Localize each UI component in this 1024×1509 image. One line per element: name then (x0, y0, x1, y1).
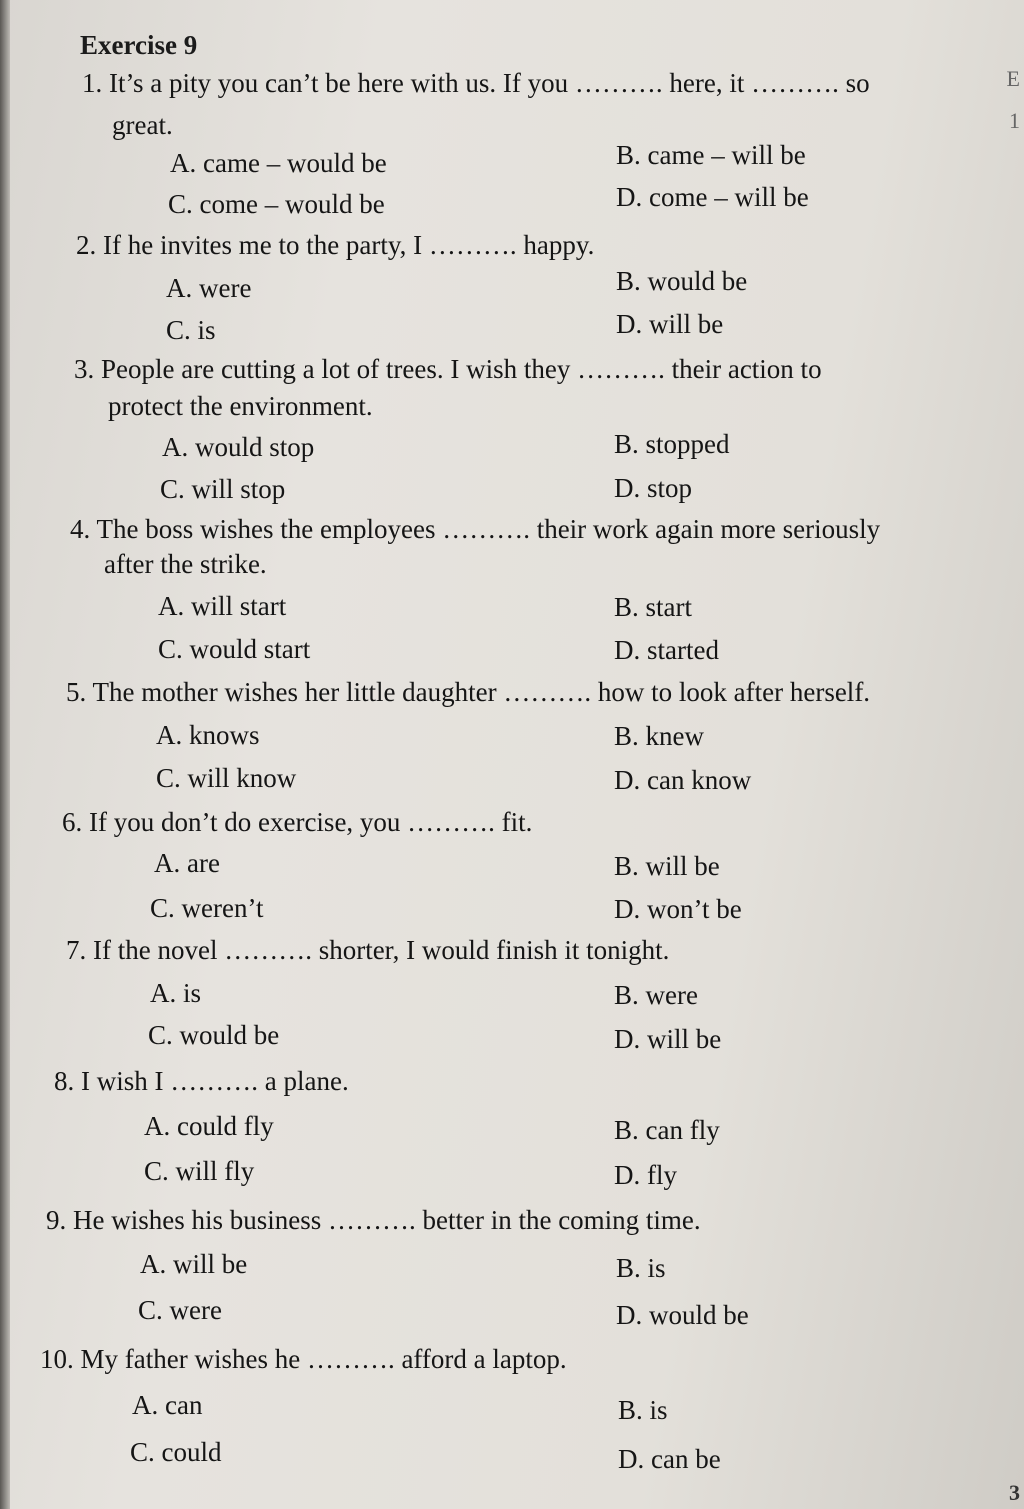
question-1-option-d: D. come – will be (616, 182, 809, 212)
margin-mark-e: E (1006, 66, 1020, 91)
question-4-option-b: B. start (614, 592, 692, 622)
question-3-option-c: C. will stop (160, 474, 286, 504)
question-3-text-cont: protect the environment. (108, 391, 373, 421)
question-9-text: 9. He wishes his business ………. better in the coming time. (46, 1205, 701, 1235)
question-7-option-c: C. would be (148, 1020, 280, 1050)
question-2-option-b: B. would be (616, 266, 748, 296)
question-4-option-a: A. will start (158, 591, 287, 621)
question-8-option-a: A. could fly (144, 1111, 274, 1141)
question-4-option-c: C. would start (158, 634, 311, 664)
question-6-option-c: C. weren’t (150, 893, 264, 923)
question-1-option-a: A. came – would be (170, 148, 387, 178)
question-10-option-a: A. can (132, 1390, 203, 1420)
margin-mark-1: 1 (1009, 108, 1020, 133)
question-8-text: 8. I wish I ………. a plane. (54, 1066, 349, 1096)
question-3-option-b: B. stopped (614, 429, 730, 459)
question-5-option-d: D. can know (614, 765, 752, 795)
question-4-option-d: D. started (614, 635, 719, 665)
question-9-option-c: C. were (138, 1295, 222, 1325)
question-2-option-c: C. is (166, 315, 216, 345)
question-10-text: 10. My father wishes he ………. afford a laptop. (40, 1344, 567, 1374)
exercise-title: Exercise 9 (80, 30, 198, 60)
question-6-option-d: D. won’t be (614, 894, 742, 924)
question-5-text: 5. The mother wishes her little daughter ………. how to look after herself. (66, 677, 871, 707)
question-3-text: 3. People are cutting a lot of trees. I wish they ………. their action to (74, 354, 822, 384)
question-7-option-d: D. will be (614, 1024, 722, 1054)
question-4-text-cont: after the strike. (104, 549, 267, 579)
question-9-option-b: B. is (616, 1253, 666, 1283)
question-5-option-a: A. knows (156, 720, 260, 750)
question-7-text: 7. If the novel ………. shorter, I would finish it tonight. (66, 935, 670, 965)
question-8-option-d: D. fly (614, 1160, 677, 1190)
question-1-option-c: C. come – would be (168, 189, 385, 219)
question-10-option-b: B. is (618, 1395, 668, 1425)
question-9-option-d: D. would be (616, 1300, 749, 1330)
page-corner-number: 3 (1009, 1480, 1020, 1505)
question-7-option-b: B. were (614, 980, 698, 1010)
question-5-option-b: B. knew (614, 721, 704, 751)
question-6-text: 6. If you don’t do exercise, you ………. fit. (62, 807, 533, 837)
question-1-text: 1. It’s a pity you can’t be here with us. If you ………. here, it ………. so (82, 68, 870, 98)
question-3-option-a: A. would stop (162, 432, 315, 462)
question-8-option-c: C. will fly (144, 1156, 255, 1186)
question-9-option-a: A. will be (140, 1249, 248, 1279)
question-6-option-b: B. will be (614, 851, 720, 881)
question-6-option-a: A. are (154, 848, 220, 878)
question-2-text: 2. If he invites me to the party, I ………. happy. (76, 230, 595, 260)
question-1-option-b: B. came – will be (616, 140, 806, 170)
question-10-option-c: C. could (130, 1437, 222, 1467)
page-left-edge (0, 0, 10, 1509)
question-5-option-c: C. will know (156, 763, 297, 793)
question-2-option-d: D. will be (616, 309, 724, 339)
question-3-option-d: D. stop (614, 473, 693, 503)
question-10-option-d: D. can be (618, 1444, 721, 1474)
question-1-text-cont: great. (112, 110, 173, 140)
question-7-option-a: A. is (150, 978, 202, 1008)
question-4-text: 4. The boss wishes the employees ………. their work again more seriously (70, 514, 881, 544)
question-8-option-b: B. can fly (614, 1115, 720, 1145)
question-2-option-a: A. were (166, 273, 252, 303)
